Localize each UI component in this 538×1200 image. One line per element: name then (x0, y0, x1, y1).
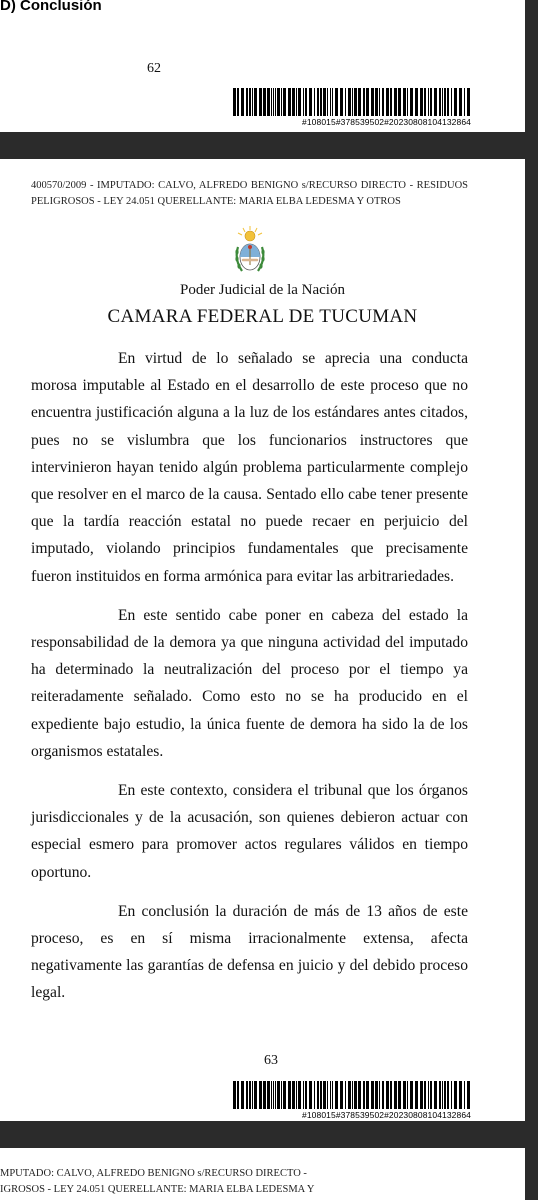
body-text (31, 345, 468, 1019)
barcode-bars (233, 88, 473, 116)
case-header (0, 1166, 360, 1198)
barcode-text: #108015#378539502#20230808104132864 (302, 117, 471, 127)
case-header-line: MPUTADO: CALVO, ALFREDO BENIGNO s/RECURSO DIRECTO - (0, 1168, 307, 1179)
barcode-bars (233, 1081, 473, 1109)
barcode-text: #108015#378539502#20230808104132864 (302, 1110, 471, 1120)
barcode (233, 88, 473, 127)
court-name: Poder Judicial de la Nación (180, 282, 345, 298)
document-page (0, 159, 525, 1121)
paragraph: En este sentido cabe poner en cabeza del estado la responsabilidad de la demora ya que ninguna actividad del imputado ha determinado la neutralización del proceso por el tiempo ya reiteradamente señalado. Como esto no se ha producido en el expediente bajo estudio, la única fuente de demora ha sido la de los organismos estatales. (31, 606, 468, 760)
paragraph: En virtud de lo señalado se aprecia una conducta morosa imputable al Estado en el desarrollo de este proceso que no encuentra justificación alguna a la luz de los estándares antes citados, pues no se vislumbra que los funcionarios instructores que intervinieron hayan tenido algún problema particularmente complejo que resolver en el marco de la causa. Sentado ello cabe tener presente que la tardía reacción estatal no puede recaer en perjuicio del imputado, violando principios fundamentales que precisamente fueron instituidos en forma armónica para evitar las arbitrariedades. (31, 350, 468, 585)
paragraph: En este contexto, considera el tribunal que los órganos jurisdiccionales y de la acusación, son quienes debieron actuar con especial esmero para promover actos regulares válidos en tiempo oportuno. (31, 782, 468, 881)
next-page (0, 1148, 525, 1200)
previous-page (0, 0, 525, 132)
paragraph: En conclusión la duración de más de 13 años de este proceso, es en sí misma irracionalmente extensa, afecta negativamente las garantías de defensa en juicio y del debido proceso legal. (31, 902, 468, 1002)
case-header-line: IGROSOS - LEY 24.051 QUERELLANTE: MARIA ELBA LEDESMA Y (0, 1184, 315, 1195)
page-number: 63 (264, 1053, 278, 1068)
section-heading: D) Conclusión (0, 0, 102, 14)
argentina-coat-of-arms-icon (233, 225, 267, 280)
case-header: 400570/2009 - IMPUTADO: CALVO, ALFREDO BENIGNO s/RECURSO DIRECTO - RESIDUOS PELIGROSOS - LEY 24.051 QUERELLANTE: MARIA ELBA LEDESMA Y OTROS (31, 180, 468, 207)
chamber-name: CAMARA FEDERAL DE TUCUMAN (107, 306, 418, 327)
page-number: 62 (147, 61, 161, 76)
barcode (233, 1081, 473, 1120)
